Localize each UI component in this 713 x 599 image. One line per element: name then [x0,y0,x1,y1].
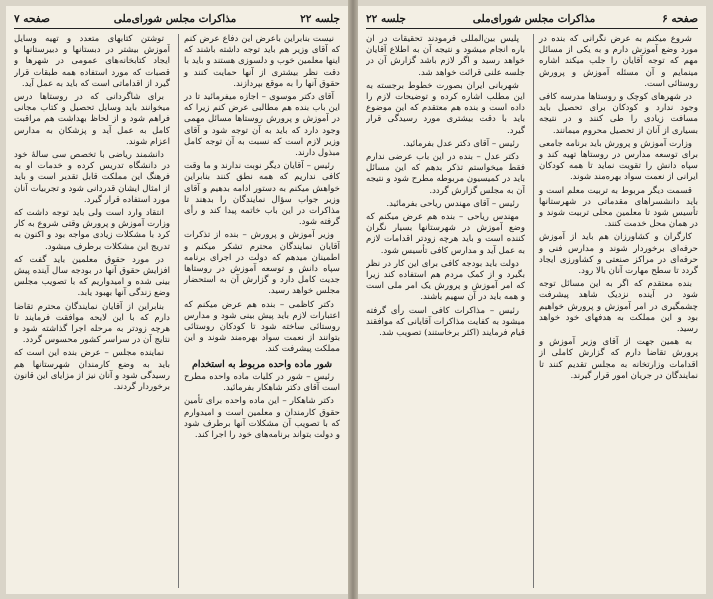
paragraph: شهربانی ایران بصورت خطوط برجسته به این مطلب اشاره کرده و توضیحات لازم را داده است و بنده هم معتقدم که این موضوع باید با دقت بیشتری مورد رسیدگی قرار گیرد. [366,80,525,136]
right-page-column-right [533,34,698,588]
paragraph: دکتر کاظمی – بنده هم عرض میکنم که اعتبارات لازم باید پیش بینی شود و مدارس روستائی ساخته شود تا کودکان روستائی بتوانند از نعمت سواد بهره‌مند شوند و این مملکت پیشرفت کند. [184,299,340,355]
right-page [358,6,706,594]
right-page-columns [366,34,698,588]
paragraph: رئیس – آقایان دیگر نوبت ندارند و ما وقت کافی نداریم که همه نطق کنند بنابراین خواهش میکنم به دستور ادامه بدهیم و آقای وزیر جواب سؤال نمایندگان را بدهند تا مذاکرات در این باب خاتمه پیدا کند و رأی گرفته شود. [184,161,340,228]
left-page [6,6,348,594]
paragraph: رئیس – شور در کلیات ماده واحده مطرح است آقای دکتر شاهکار بفرمائید. [184,371,340,394]
paragraph: دولت باید بودجه کافی برای این کار در نظر بگیرد و از کمک مردم هم استفاده کند زیرا که امر آموزش و پرورش یک امر ملی است و همه باید در آن سهیم باشند. [366,258,525,303]
paragraph: برای شاگردانی که در روستاها درس میخوانند باید وسایل تحصیل و کتاب مجانی فراهم شود و از لحاظ بهداشت هم مراقبت کامل به عمل آید و پزشکان به مدارس اعزام شوند. [14,92,170,147]
left-page-number: صفحه ۷ [14,13,50,25]
paragraph: در شهرهای کوچک و روستاها مدرسه کافی وجود ندارد و کودکان برای تحصیل باید مسافت زیادی را طی کنند و در نتیجه بسیاری از آنان از تحصیل محروم میمانند. [539,92,698,136]
paragraph: انتقاد وارد است ولی باید توجه داشت که وزارت آموزش و پرورش وقتی شروع به کار کرد با مشکلات زیادی مواجه بود و اکنون به تدریج این مشکلات برطرف میشود. [14,208,170,252]
paragraph: رئیس – آقای دکتر عدل بفرمائید. [403,138,519,149]
paragraph: توشتن کتابهای متعدد و تهیه وسایل آموزش بیشتر در دبستانها و دبیرستانها و ایجاد کتابخانه‌های عمومی در شهرها و قصبات که مورد استفاده همه طبقات قرار گیرد از اقداماتی است که باید به عمل آید. [14,34,170,89]
paragraph: رئیس – مذاکرات کافی است رأی گرفته میشود به کفایت مذاکرات آقایانی که موافقند قیام فرمایند (اکثر برخاستند) تصویب شد. [366,305,525,339]
right-page-number: صفحه ۶ [662,13,698,25]
paragraph: وزیر آموزش و پرورش – بنده از تذکرات آقایان نمایندگان محترم تشکر میکنم و اطمینان میدهم که دولت در اجرای برنامه سپاه دانش و توسعه آموزش در روستاها جدیت کامل دارد و گزارش آن به استحضار مجلس خواهد رسید. [184,230,340,297]
paragraph: نیست بنابراین باعرض این دفاع عرض کنم که آقای وزیر هم باید توجه داشته باشند که اینها معلمین خوب و دلسوزی هستند و باید با دقت نظر بیشتری از آنها حمایت کنند و حقوق آنها را به موقع بپردازند. [184,34,340,89]
paragraph: دکتر شاهکار – این ماده واحده برای تأمین حقوق کارمندان و معلمین است و امیدوارم که با تصویب آن مشکلات آنها برطرف شود و دولت بتواند برنامه‌های خود را اجرا کند. [184,396,340,440]
left-page-title: مذاکرات مجلس شورای‌ملی [113,13,237,25]
paragraph: دانشمند ریاضی با تخصص سی سالهٔ خود در دانشگاه تدریس کرده و خدمات او به فرهنگ این مملکت قابل تقدیر است و باید از امثال ایشان قدردانی شود و تجربیات آنان مورد استفاده قرار گیرد. [14,150,170,205]
paragraph: نماینده مجلس – عرض بنده این است که باید به وضع کارمندان شهرستانها هم رسیدگی شود و آنان نیز از مزایای این قانون برخوردار گردند. [14,348,170,393]
paragraph: آقای دکتر موسوی – اجازه میفرمائید تا در این باب بنده هم مطالبی عرض کنم زیرا که در آموزش و پرورش روستاها مسائل مهمی وجود دارد که باید به آن توجه شود و آقای وزیر لازم است که نسبت به آن توجه کامل مبذول دارند. [184,92,340,159]
paragraph: شروع میکنم به عرض نگرانی که بنده در مورد وضع آموزش دارم و به یکی از مسائل مهم که توجه آقایان را جلب میکند اشاره مینمایم و آن مسئله آموزش و پرورش روستائی است. [539,34,698,89]
paragraph: رئیس – آقای مهندس ریاحی بفرمائید. [386,198,519,209]
left-page-header [14,10,340,29]
right-page-column-left [366,34,525,588]
paragraph: پلیس بین‌المللی فرمودند تحقیقات در آن باره انجام میشود و نتیجه آن به اطلاع آقایان خواهد رسید و اگر لازم باشد گزارش آن در جلسه علنی قرائت خواهد شد. [366,34,525,78]
book-gutter [348,0,358,599]
left-page-columns [14,34,340,588]
paragraph: به همین جهت از آقای وزیر آموزش و پرورش تقاضا دارم که گزارش کاملی از اقدامات وزارتخانه به مجلس تقدیم کنند تا نمایندگان در جریان امور قرار گیرند. [539,337,698,381]
paragraph: قسمت دیگر مربوط به تربیت معلم است و باید دانشسراهای مقدماتی در شهرستانها تأسیس شود تا معلمین محلی تربیت شوند و در همان محل خدمت کنند. [539,185,698,230]
left-page-session: جلسه ۲۲ [300,13,340,25]
left-page-column-right [178,34,340,588]
paragraph: مهندس ریاحی – بنده هم عرض میکنم که وضع آموزش در شهرستانها بسیار نگران کننده است و باید هرچه زودتر اقدامات لازم به عمل آید و مدارس کافی تأسیس شود. [366,212,525,256]
paragraph: بنده معتقدم که اگر به این مسائل توجه شود در آینده نزدیک شاهد پیشرفت چشمگیری در امر آموزش و پرورش خواهیم بود و این مملکت به هدفهای خود خواهد رسید. [539,279,698,335]
left-page-column-left [14,34,170,588]
paragraph: بنابراین از آقایان نمایندگان محترم تقاضا دارم که با این لایحه موافقت فرمایند تا هرچه زودتر به مرحله اجرا گذاشته شود و نتایج آن در سراسر کشور محسوس گردد. [14,301,170,346]
right-page-header [366,10,698,29]
right-page-title: مذاکرات مجلس شورای‌ملی [472,13,596,25]
section-heading: شور ماده واحده مربوط به استخدام [192,358,332,370]
paragraph: دکتر عدل – بنده در این باب عرضی ندارم فقط میخواستم تذکر بدهم که این مسائل باید در کمیسیون مربوطه مطرح شود و نتیجه آن به مجلس گزارش گردد. [366,152,525,196]
paragraph: کارگران و کشاورزان هم باید از آموزش حرفه‌ای برخوردار شوند و مدارس فنی و حرفه‌ای در مراکز صنعتی و کشاورزی ایجاد گردد تا سطح مهارت آنان بالا رود. [539,232,698,277]
paragraph: وزارت آموزش و پرورش باید برنامه جامعی برای توسعه مدارس در روستاها تهیه کند و سپاه دانش را تقویت نماید تا همه کودکان ایرانی از نعمت سواد بهره‌مند شوند. [539,138,698,183]
paragraph: در مورد حقوق معلمین باید گفت که افزایش حقوق آنها در بودجه سال آینده پیش بینی شده و امیدواریم که با تصویب مجلس وضع زندگی آنها بهبود یابد. [14,254,170,299]
right-page-session: جلسه ۲۲ [366,13,406,25]
